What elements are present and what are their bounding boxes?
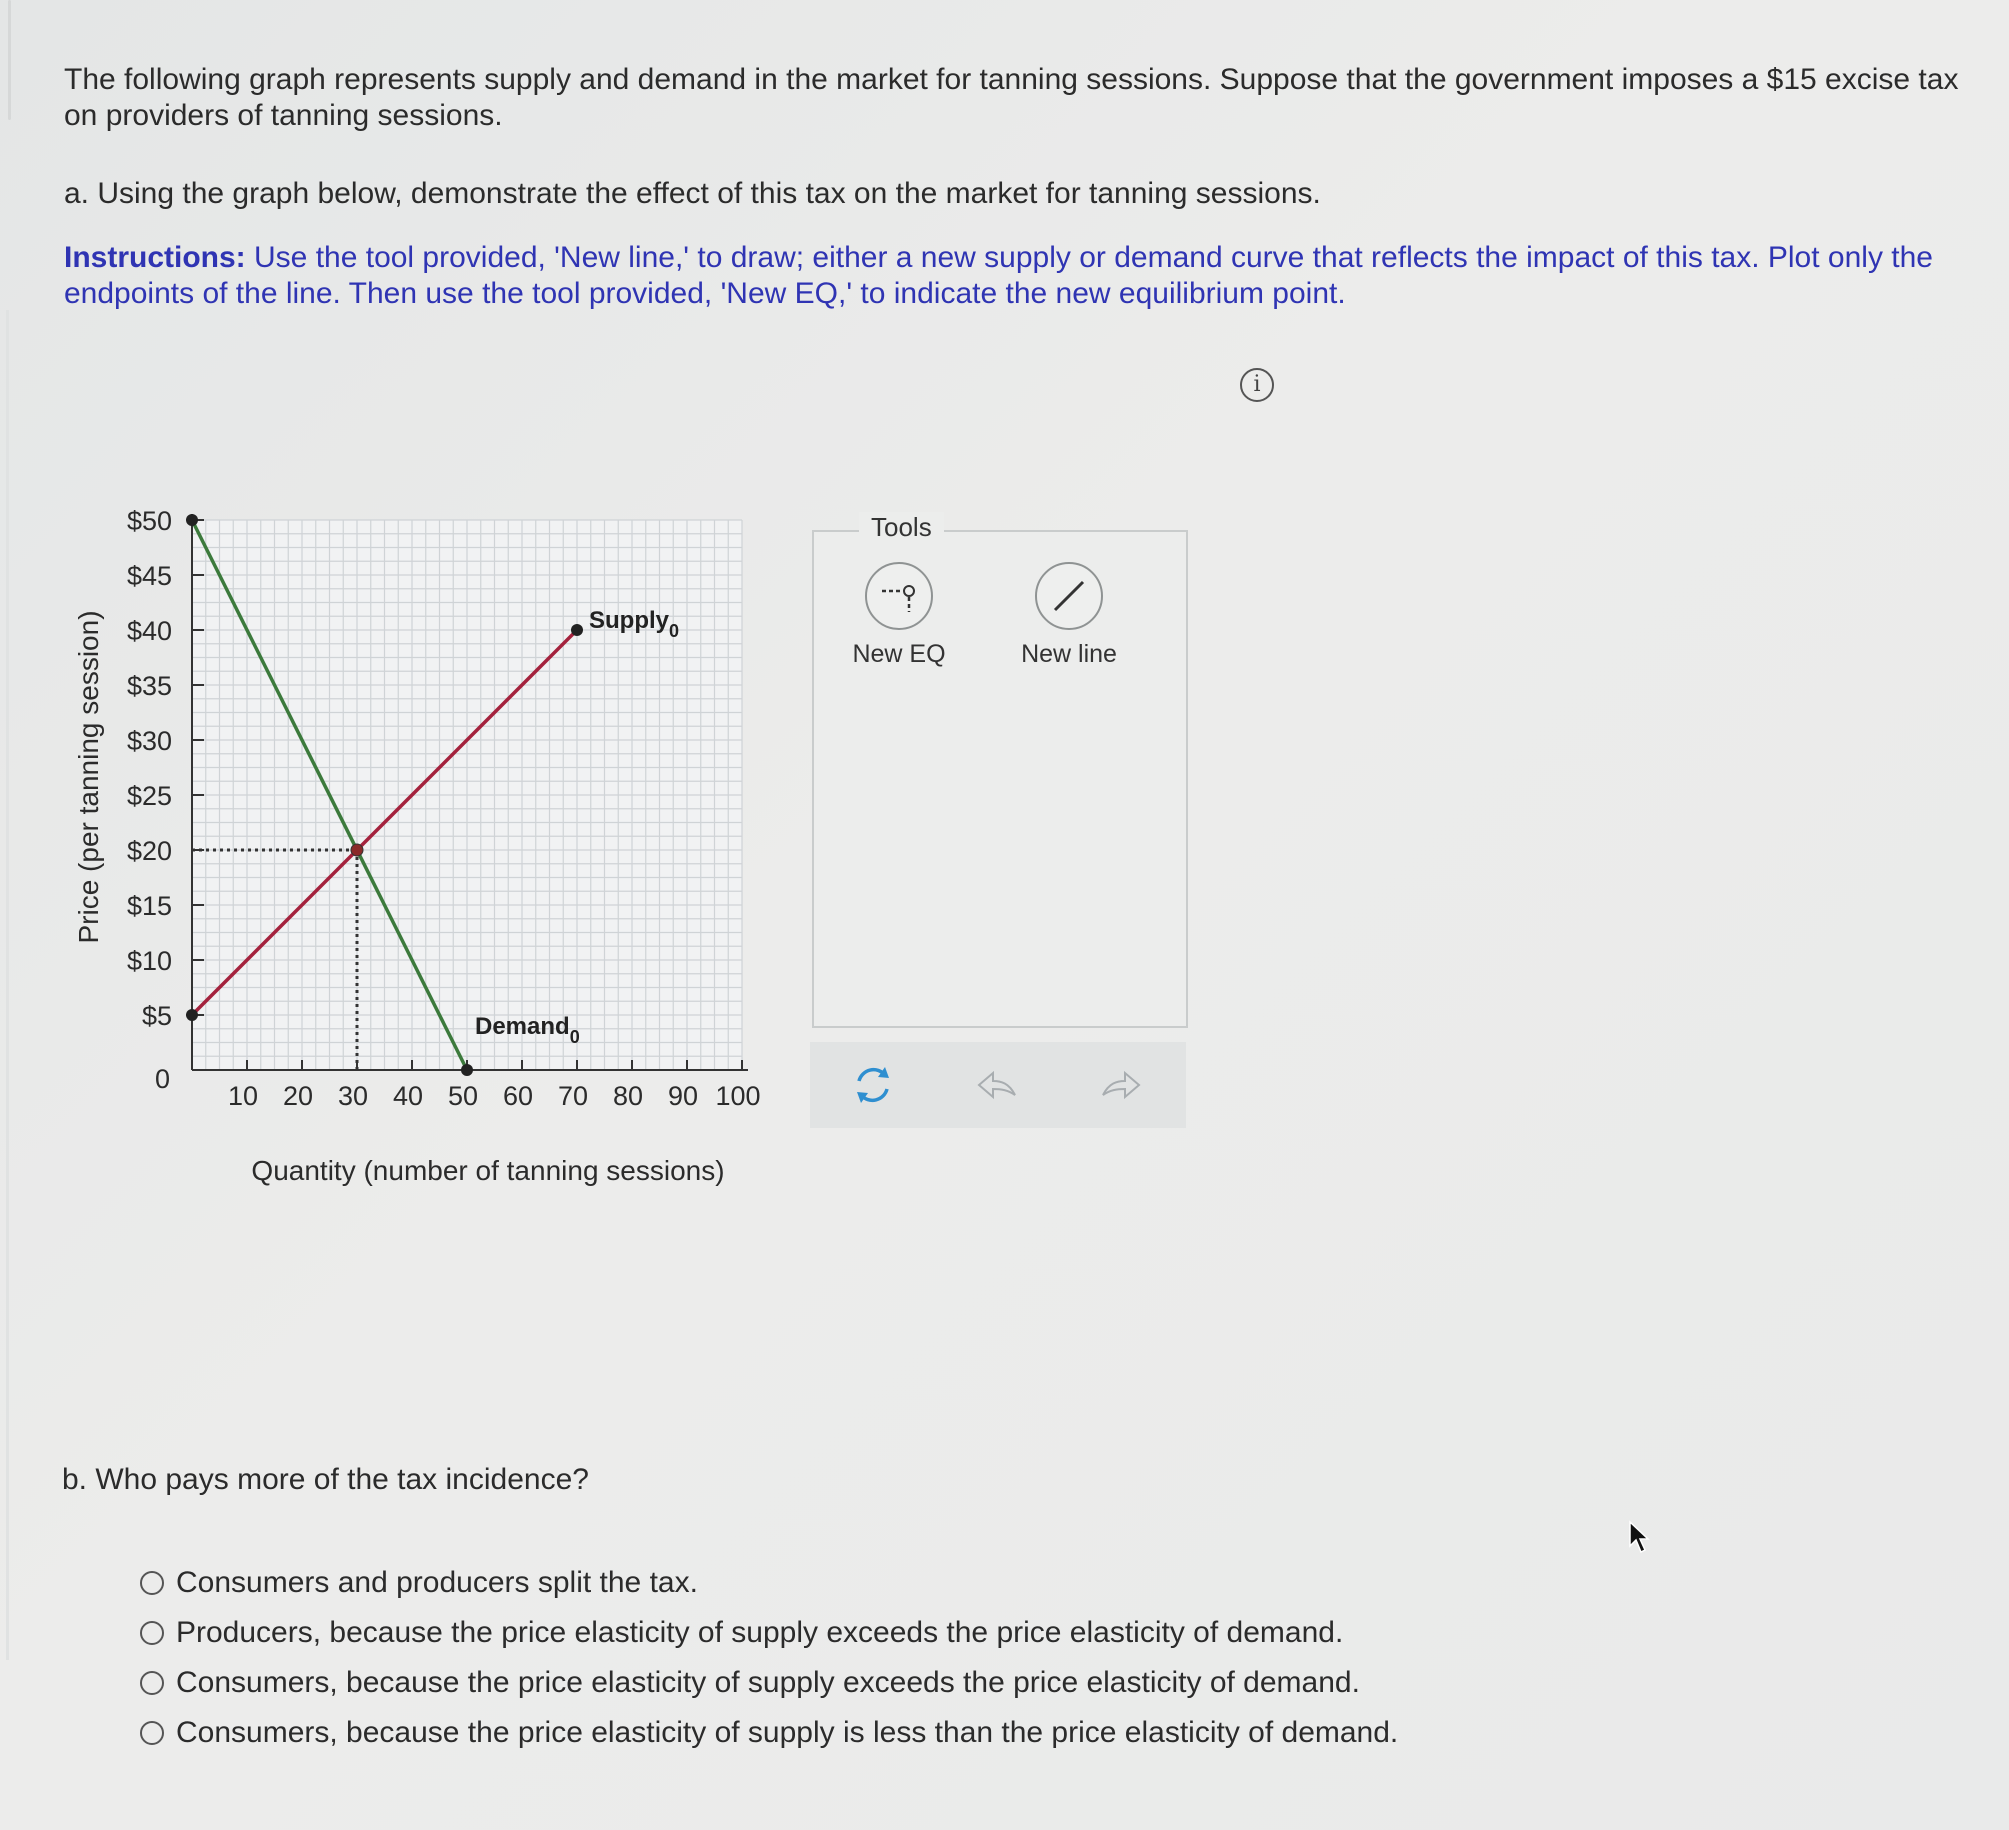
y-tick-label: $15 bbox=[126, 891, 172, 921]
y-tick-label: $40 bbox=[126, 616, 172, 646]
demand-label-subscript: 0 bbox=[569, 1027, 580, 1047]
radio-button[interactable] bbox=[140, 1621, 164, 1645]
y-tick-label: $25 bbox=[126, 781, 172, 811]
x-tick-label: 20 bbox=[282, 1081, 314, 1111]
x-tick-label: 80 bbox=[612, 1081, 644, 1111]
graph-grid bbox=[192, 520, 742, 1070]
x-axis-title: Quantity (number of tanning sessions) bbox=[251, 1155, 725, 1186]
new-eq-label: New EQ bbox=[852, 640, 946, 668]
new-line-label: New line bbox=[1021, 640, 1117, 668]
graph-action-bar bbox=[810, 1042, 1186, 1128]
answer-option[interactable] bbox=[140, 1708, 1398, 1758]
supply-label: Supply$_0$ bbox=[589, 607, 680, 641]
x-tick-label: 100 bbox=[715, 1081, 761, 1111]
left-border bbox=[8, 0, 11, 120]
radio-button[interactable] bbox=[140, 1721, 164, 1745]
answer-option[interactable] bbox=[140, 1658, 1398, 1708]
x-tick-label: 10 bbox=[227, 1081, 259, 1111]
undo-icon[interactable] bbox=[972, 1060, 1022, 1110]
origin-label: 0 bbox=[154, 1064, 170, 1094]
option-text: Consumers and producers split the tax. bbox=[176, 1566, 698, 1599]
x-tick-label: 30 bbox=[337, 1081, 369, 1111]
redo-icon[interactable] bbox=[1096, 1060, 1146, 1110]
x-tick-label: 50 bbox=[447, 1081, 479, 1111]
x-tick-label: 90 bbox=[667, 1081, 699, 1111]
supply-endpoint bbox=[571, 624, 583, 636]
demand-endpoint bbox=[186, 514, 198, 526]
option-text: Consumers, because the price elasticity of supply exceeds the price elasticity of demand. bbox=[176, 1666, 1360, 1699]
x-tick-label: 60 bbox=[502, 1081, 534, 1111]
y-tick-label: $35 bbox=[126, 671, 172, 701]
supply-label-subscript: 0 bbox=[669, 621, 680, 641]
supply-endpoint bbox=[186, 1009, 198, 1021]
y-axis-title: Price (per tanning session) bbox=[73, 610, 104, 944]
x-tick-label: 40 bbox=[392, 1081, 424, 1111]
demand-endpoint bbox=[461, 1064, 473, 1076]
y-tick-label: $30 bbox=[126, 726, 172, 756]
tools-title: Tools bbox=[859, 512, 944, 543]
radio-button[interactable] bbox=[140, 1671, 164, 1695]
part-b-prompt: b. Who pays more of the tax incidence? bbox=[62, 1463, 589, 1496]
info-icon[interactable]: i bbox=[1240, 368, 1274, 402]
option-text: Consumers, because the price elasticity of supply is less than the price elasticity of demand. bbox=[176, 1716, 1399, 1749]
new-eq-tool[interactable] bbox=[834, 562, 964, 669]
answer-option[interactable] bbox=[140, 1608, 1398, 1658]
instructions-label: Instructions: bbox=[64, 241, 246, 274]
y-tick-label: $50 bbox=[126, 506, 172, 536]
part-a-prompt: a. Using the graph below, demonstrate the effect of this tax on the market for tanning sessions. bbox=[64, 177, 1321, 210]
new-eq-icon[interactable] bbox=[865, 562, 933, 630]
instructions-text: Use the tool provided, 'New line,' to draw; either a new supply or demand curve that reflects the impact of this tax. Plot only the endpoints of the line. Then use the tool provided, 'New EQ,' to indicate the new equilibrium point. bbox=[64, 241, 1933, 310]
mouse-cursor-icon bbox=[1628, 1520, 1652, 1556]
y-tick-label: $5 bbox=[141, 1001, 172, 1031]
equilibrium-point bbox=[351, 844, 363, 856]
line-icon[interactable] bbox=[1035, 562, 1103, 630]
supply-demand-graph[interactable] bbox=[60, 480, 800, 1220]
refresh-icon[interactable] bbox=[848, 1060, 898, 1110]
demand-label: Demand$_0$ bbox=[475, 1013, 580, 1047]
option-text: Producers, because the price elasticity of supply exceeds the price elasticity of demand. bbox=[176, 1616, 1344, 1649]
new-line-tool[interactable] bbox=[1004, 562, 1134, 669]
x-tick-label: 70 bbox=[557, 1081, 589, 1111]
instructions bbox=[64, 240, 1964, 312]
answer-options bbox=[140, 1558, 1398, 1758]
left-border bbox=[6, 310, 9, 1660]
y-tick-label: $20 bbox=[126, 836, 172, 866]
y-tick-label: $45 bbox=[126, 561, 172, 591]
y-tick-label: $10 bbox=[126, 946, 172, 976]
radio-button[interactable] bbox=[140, 1571, 164, 1595]
answer-option[interactable] bbox=[140, 1558, 1398, 1608]
tools-panel bbox=[812, 512, 1188, 1028]
question-intro: The following graph represents supply and demand in the market for tanning sessions. Suppose that the government imposes a $15 excise tax on providers of tanning sessions. bbox=[64, 63, 1959, 132]
